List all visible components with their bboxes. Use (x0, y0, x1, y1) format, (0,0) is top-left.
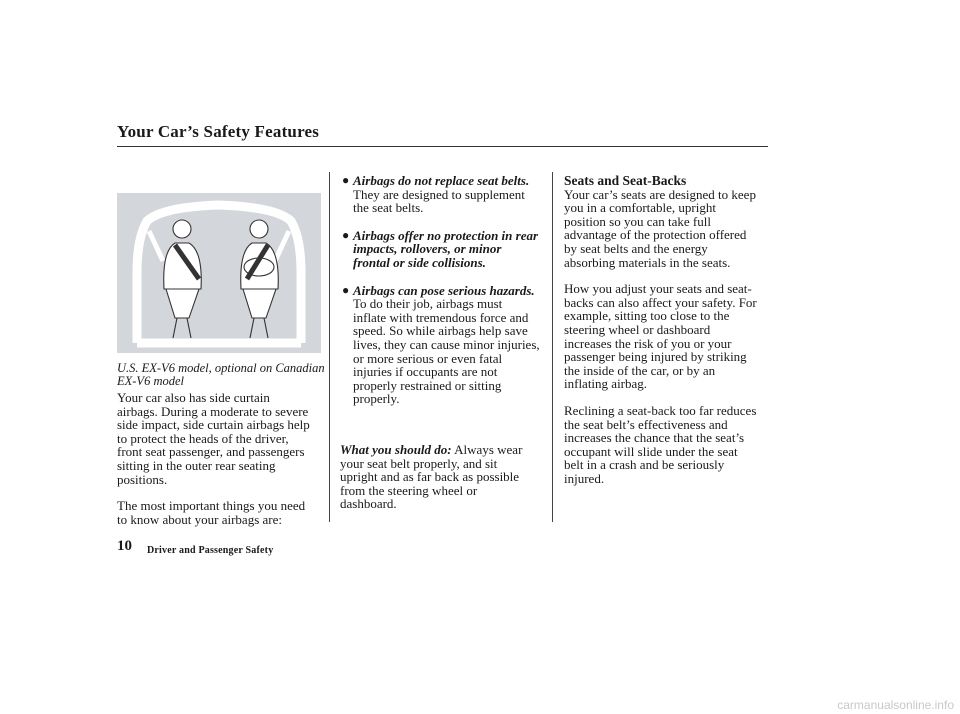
bullet-title: Airbags can pose serious hazards. (353, 282, 535, 298)
column-left (117, 362, 327, 526)
bullet-title: Airbags offer no protection in rear impacts, rollovers, or minor frontal or side collisions. (353, 227, 539, 270)
figure-caption-line: U.S. EX-V6 model, optional on Canadian (117, 361, 325, 375)
bullet-item (342, 173, 549, 216)
column-divider-right (552, 172, 553, 522)
bullet-icon: ● (342, 282, 350, 297)
bullet-icon: ● (342, 173, 350, 187)
footer-section-title: Driver and Passenger Safety (147, 545, 274, 556)
bullet-title: Airbags do not replace seat belts. (353, 173, 530, 188)
page-number: 10 (117, 538, 132, 554)
bullet-body: They are designed to supplement the seat belts. (353, 186, 525, 216)
airbag-illustration (117, 193, 321, 353)
page-title: Your Car’s Safety Features (117, 122, 320, 141)
column-right (564, 174, 774, 485)
seats-paragraph: Your car’s seats are designed to keep you in a comfortable, upright position so you can take full advantage of the protection offered by seat belts and the energy absorbing materials in the seats. (564, 186, 756, 270)
watermark: carmanualsonline.info (837, 698, 954, 712)
section-heading: Seats and Seat-Backs (564, 173, 687, 188)
bullet-item (342, 282, 549, 407)
what-label: What you should do: (340, 442, 452, 457)
important-things-paragraph: The most important things you need to know about your airbags are: (117, 498, 306, 527)
bullet-body: To do their job, airbags must inflate with tremendous force and speed. So while airbags help save lives, they can cause minor injuries, or more serious or even fatal injuries if occupants are not properly restrained or sitting properly. (353, 296, 540, 407)
reclining-paragraph: Reclining a seat-back too far reduces the seat belt’s effectiveness and increases the chance that the seat’s occupant will slide under the seat belt in a crash and be seriously injured. (564, 402, 757, 486)
bullet-icon: ● (342, 227, 350, 242)
bullet-item (342, 227, 549, 270)
car-occupants-illustration-icon (117, 193, 321, 353)
what-you-should-do: What you should do: Always wear your seat belt properly, and sit upright and as far back as possible from the steering wheel or dashboard. (340, 442, 523, 512)
column-middle (342, 173, 549, 407)
side-curtain-paragraph: Your car also has side curtain airbags. During a moderate to severe side impact, side curtain airbags help to protect the heads of the driver, front seat passenger, and passengers sitting in the outer rear seating positions. (117, 390, 310, 487)
adjust-seats-paragraph: How you adjust your seats and seat- backs can also affect your safety. For example, sitting too close to the steering wheel or dashboard increases the risk of you or your passenger being injured by striking the inside of the car, or by an inflating airbag. (564, 281, 757, 392)
column-divider-left (329, 172, 330, 522)
figure-caption-line: EX-V6 model (117, 374, 184, 388)
header-rule (117, 146, 768, 147)
figure-caption (117, 362, 327, 388)
